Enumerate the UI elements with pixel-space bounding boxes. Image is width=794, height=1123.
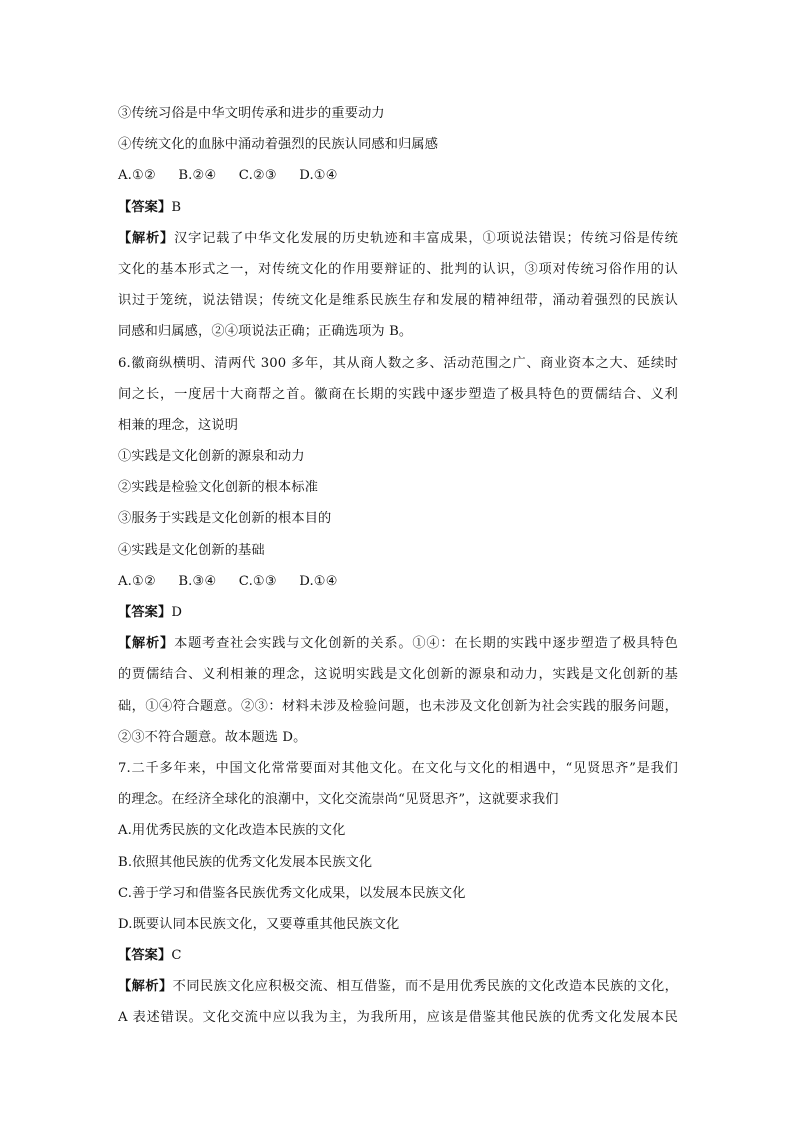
q6-stem-line-3: 相兼的理念，这说明 (118, 417, 239, 433)
answer-label: 【答案】 (118, 948, 172, 964)
analysis-label: 【解析】 (118, 979, 173, 995)
q6-option-c: C.①③ (238, 573, 277, 589)
q5-item-4: ④传统文化的血脉中涌动着强烈的民族认同感和归属感 (118, 137, 439, 153)
q6-option-b: B.③④ (178, 573, 217, 589)
answer-label: 【答案】 (118, 199, 172, 215)
analysis-label: 【解析】 (118, 636, 175, 652)
q6-option-a: A.①② (118, 573, 156, 589)
q6-analysis-line-3: 础，①④符合题意。②③：材料未涉及检验问题，也未涉及文化创新为社会实践的服务问题， (118, 698, 678, 714)
q5-item-3: ③传统习俗是中华文明传承和进步的重要动力 (118, 106, 385, 121)
q5-analysis-line-3: 识过于笼统，说法错误；传统文化是维系民族生存和发展的精神纽带，涌动着强烈的民族认 (118, 293, 678, 309)
answer-value: D (171, 605, 183, 620)
q6-item-1: ①实践是文化创新的源泉和动力 (118, 449, 305, 465)
q7-choice-b: B.依照其他民族的优秀文化发展本民族文化 (118, 854, 373, 870)
q6-options (118, 566, 678, 597)
q6-option-d: D.①④ (299, 573, 338, 589)
q7-analysis-line-2: A 表述错误。文化交流中应以我为主，为我所用，应该是借鉴其他民族的优秀文化发展本民 (118, 1010, 678, 1026)
document-page (118, 98, 678, 1034)
analysis-text: 汉字记载了中华文化发展的历史轨迹和丰富成果，①项说法错误；传统习俗是传统 (174, 230, 678, 246)
q7-choice-c: C.善于学习和借鉴各民族优秀文化成果，以发展本民族文化 (118, 885, 466, 901)
q5-option-b: B.②④ (178, 168, 217, 184)
analysis-text: 不同民族文化应积极交流、相互借鉴，而不是用优秀民族的文化改造本民族的文化， (172, 979, 678, 995)
q6-stem-line-1: 6.徽商纵横明、清两代 300 多年，其从商人数之多、活动范围之广、商业资本之大、延续时 (118, 355, 678, 371)
q5-option-c: C.②③ (238, 168, 277, 184)
q6-stem-line-2: 间之长，一度居十大商帮之首。徽商在长期的实践中逐步塑造了极具特色的贾儒结合、义利 (118, 386, 678, 402)
analysis-label: 【解析】 (118, 230, 175, 246)
q6-item-3: ③服务于实践是文化创新的根本目的 (118, 511, 332, 527)
answer-label: 【答案】 (118, 605, 172, 620)
q7-analysis-line-1 (118, 971, 678, 1002)
q5-analysis-line-1 (118, 223, 678, 254)
q5-analysis-line-2: 文化的基本形式之一，对传统文化的作用要辩证的、批判的认识，③项对传统习俗作用的认 (118, 261, 678, 277)
answer-value: B (171, 199, 182, 215)
q5-option-d: D.①④ (299, 168, 338, 184)
q5-answer (118, 192, 678, 223)
q6-analysis-line-4: ②③不符合题意。故本题选 D。 (118, 729, 307, 745)
q7-choice-a: A.用优秀民族的文化改造本民族的文化 (118, 823, 346, 839)
q5-analysis-line-4: 同感和归属感，②④项说法正确；正确选项为 B。 (118, 324, 413, 340)
q5-options (118, 160, 678, 191)
q7-answer (118, 940, 678, 971)
q6-analysis-line-1 (118, 628, 678, 659)
q7-choice-d: D.既要认同本民族文化，又要尊重其他民族文化 (118, 916, 400, 932)
q5-option-a: A.①② (118, 168, 156, 184)
q6-answer (118, 597, 678, 628)
q6-item-4: ④实践是文化创新的基础 (118, 542, 265, 558)
analysis-text: 本题考查社会实践与文化创新的关系。①④：在长期的实践中逐步塑造了极具特色 (174, 636, 678, 652)
q7-stem-line-1: 7.二千多年来，中国文化常常要面对其他文化。在文化与文化的相遇中，“见贤思齐”是我们 (118, 760, 678, 776)
answer-value: C (171, 948, 182, 964)
q7-stem-line-2: 的理念。在经济全球化的浪潮中，文化交流崇尚“见贤思齐”，这就要求我们 (118, 792, 559, 808)
q6-analysis-line-2: 的贾儒结合、义利相兼的理念，这说明实践是文化创新的源泉和动力，实践是文化创新的基 (118, 667, 678, 683)
q6-item-2: ②实践是检验文化创新的根本标准 (118, 480, 319, 496)
